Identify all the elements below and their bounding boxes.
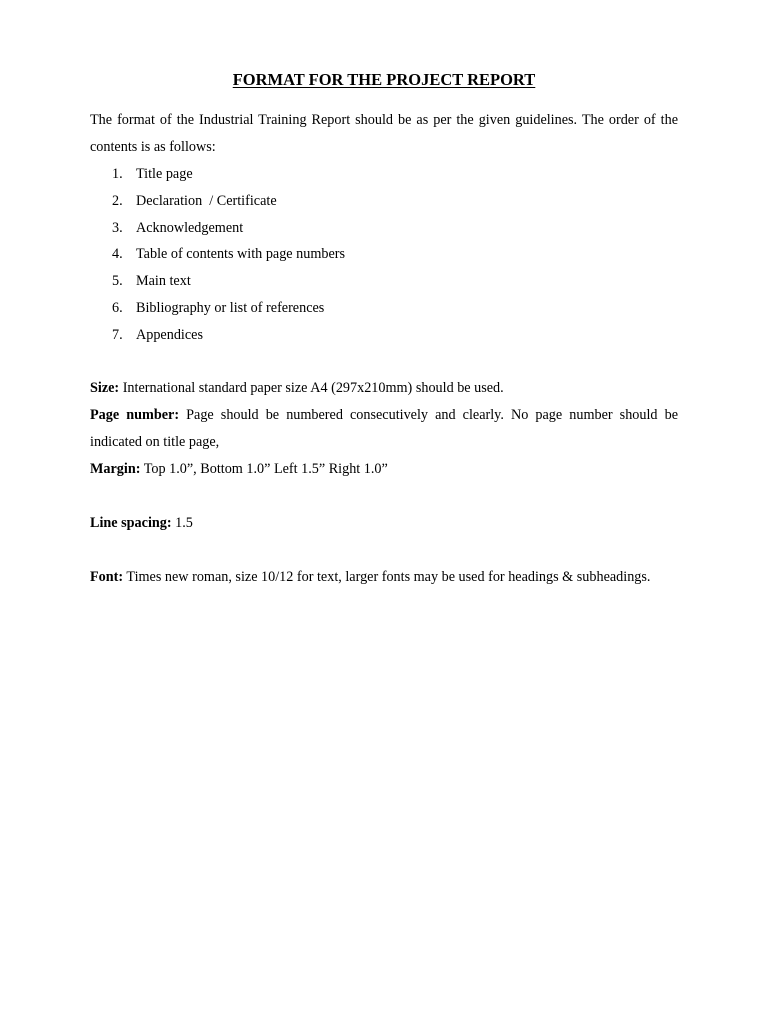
line-spacing-text: 1.5: [171, 515, 193, 531]
font-label: Font:: [90, 569, 124, 585]
page-number-text: Page should be numbered consecutively and clearly. No page number should be indicated on title page,: [90, 407, 678, 450]
page-title: FORMAT FOR THE PROJECT REPORT: [232, 70, 536, 89]
list-item-number: 5.: [112, 273, 123, 290]
list-item-number: 6.: [112, 299, 123, 316]
intro-paragraph: The format of the Industrial Training Report should be as per the given guidelines. The order of the contents is as follows:: [90, 112, 678, 155]
page-number-paragraph: [90, 402, 678, 456]
size-paragraph: [90, 375, 678, 402]
page-number-label: Page number:: [90, 407, 180, 423]
list-item-number: 4.: [112, 246, 123, 263]
list-item-text: Title page: [136, 166, 193, 182]
list-item: [90, 322, 345, 349]
list-item-text: Acknowledgement: [136, 219, 244, 236]
line-spacing-label: Line spacing:: [90, 515, 172, 531]
size-text: International standard paper size A4 (297x210mm) should be used.: [119, 380, 504, 396]
margin-label: Margin:: [90, 461, 141, 477]
font-paragraph: [90, 564, 678, 591]
font-text: Times new roman, size 10/12 for text, larger fonts may be used for headings & subheadings.: [123, 569, 651, 585]
list-item: [90, 295, 345, 322]
list-item-number: 2.: [112, 192, 123, 209]
line-spacing-paragraph: [90, 510, 678, 537]
list-item: [90, 188, 345, 215]
list-item-text: Appendices: [136, 326, 203, 343]
list-item-number: 1.: [112, 166, 123, 182]
list-item-text: Declaration / Certificate: [136, 192, 277, 209]
margin-text: Top 1.0”, Bottom 1.0” Left 1.5” Right 1.0”: [140, 461, 388, 477]
list-item-number: 7.: [112, 326, 123, 343]
size-label: Size:: [90, 380, 120, 396]
list-item: [90, 215, 345, 242]
list-item-text: Table of contents with page numbers: [136, 246, 346, 263]
margin-paragraph: [90, 456, 678, 483]
list-item-number: 3.: [112, 219, 123, 236]
list-item: [90, 241, 345, 268]
list-item-text: Bibliography or list of references: [136, 299, 325, 316]
contents-list: [90, 161, 345, 349]
list-item: [90, 161, 345, 188]
list-item: [90, 268, 345, 295]
list-item-text: Main text: [136, 273, 191, 290]
